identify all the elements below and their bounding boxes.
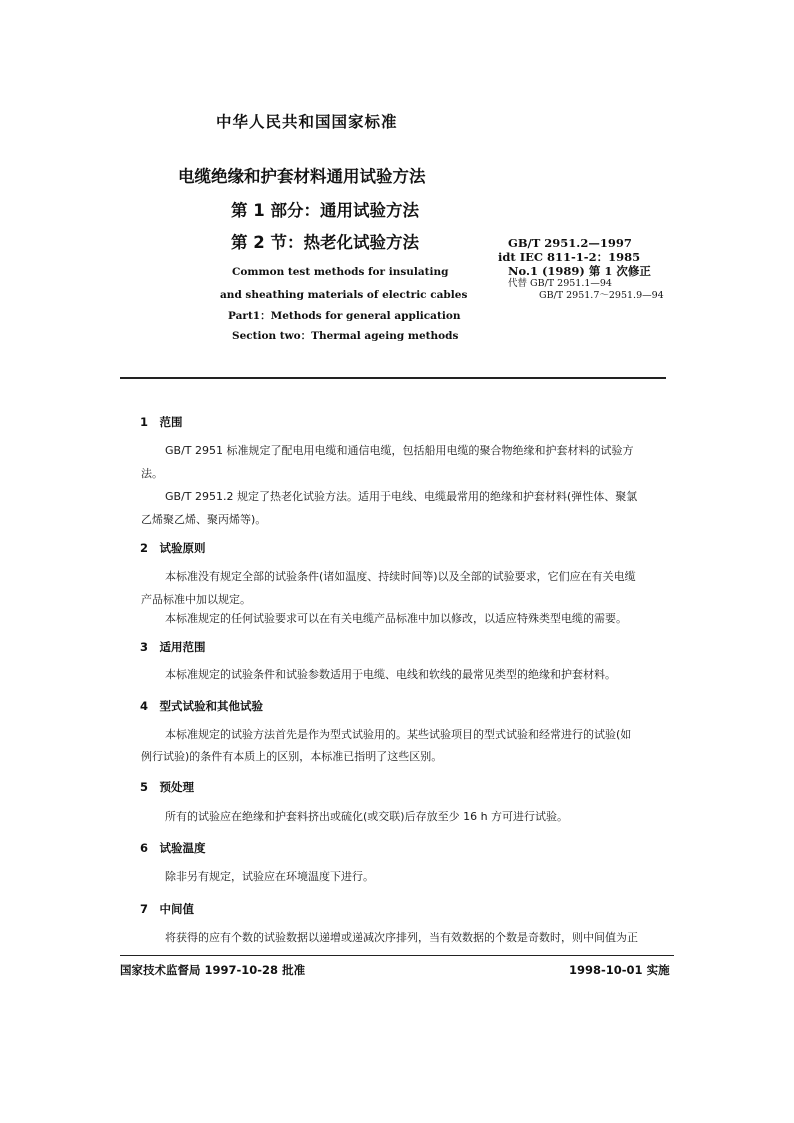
- title-en-line-1: Common test methods for insulating: [232, 266, 449, 278]
- amendment-note: No.1 (1989) 第 1 次修正: [508, 264, 651, 278]
- section-2-line-2: 产品标准中加以规定。: [141, 593, 251, 606]
- section-5-line-1: 所有的试验应在绝缘和护套料挤出或硫化(或交联)后存放至少 16 h 方可进行试验。: [165, 810, 569, 823]
- section-heading-6: 6 试验温度: [140, 841, 206, 855]
- title-cn-part: 第 1 部分：通用试验方法: [231, 201, 419, 220]
- replaces-line-1: 代替 GB/T 2951.1—94: [508, 278, 612, 289]
- section-2-line-1: 本标准没有规定全部的试验条件(诸如温度、持续时间等)以及全部的试验要求，它们应在有关电缆: [165, 570, 636, 583]
- section-heading-1: 1 范围: [140, 415, 183, 429]
- section-heading-2: 2 试验原则: [140, 541, 206, 555]
- standard-codes-block: [498, 236, 664, 302]
- approval-date: 国家技术监督局 1997-10-28 批准: [120, 963, 306, 977]
- section-heading-5: 5 预处理: [140, 780, 195, 794]
- section-6-line-1: 除非另有规定，试验应在环境温度下进行。: [165, 870, 374, 883]
- national-standard-label: 中华人民共和国国家标准: [216, 113, 398, 131]
- section-1-line-1: GB/T 2951 标准规定了配电用电缆和通信电缆，包括船用电缆的聚合物绝缘和护套材料的试验方: [165, 444, 634, 457]
- section-1-line-4: 乙烯聚乙烯、聚丙烯等)。: [141, 513, 267, 526]
- section-4-line-2: 例行试验)的条件有本质上的区别，本标准已指明了这些区别。: [141, 750, 443, 763]
- footer-divider: [120, 955, 674, 956]
- section-4-line-1: 本标准规定的试验方法首先是作为型式试验用的。某些试验项目的型式试验和经常进行的试验(如: [165, 728, 632, 741]
- title-cn-main: 电缆绝缘和护套材料通用试验方法: [178, 167, 426, 186]
- title-cn-section: 第 2 节：热老化试验方法: [231, 233, 419, 252]
- title-en-line-2: and sheathing materials of electric cables: [220, 289, 468, 301]
- replaces-line-2: GB/T 2951.7～2951.9—94: [539, 290, 664, 301]
- section-1-line-2: 法。: [141, 467, 163, 480]
- section-heading-7: 7 中间值: [140, 902, 195, 916]
- effective-date: 1998-10-01 实施: [569, 963, 670, 977]
- header-divider: [120, 377, 666, 379]
- title-en-line-3: Part1：Methods for general application: [228, 310, 461, 322]
- standard-number: GB/T 2951.2—1997: [508, 236, 632, 250]
- idt-reference: idt IEC 811-1-2：1985: [498, 250, 641, 264]
- section-2-line-3: 本标准规定的任何试验要求可以在有关电缆产品标准中加以修改，以适应特殊类型电缆的需要。: [165, 612, 627, 625]
- section-heading-3: 3 适用范围: [140, 640, 206, 654]
- section-heading-4: 4 型式试验和其他试验: [140, 699, 264, 713]
- section-1-line-3: GB/T 2951.2 规定了热老化试验方法。适用于电线、电缆最常用的绝缘和护套材料(弹性体、聚氯: [165, 490, 638, 503]
- title-en-line-4: Section two：Thermal ageing methods: [232, 330, 459, 342]
- section-3-line-1: 本标准规定的试验条件和试验参数适用于电缆、电线和软线的最常见类型的绝缘和护套材料。: [165, 668, 616, 681]
- section-7-line-1: 将获得的应有个数的试验数据以递增或递减次序排列，当有效数据的个数是奇数时，则中间值为正: [165, 931, 638, 944]
